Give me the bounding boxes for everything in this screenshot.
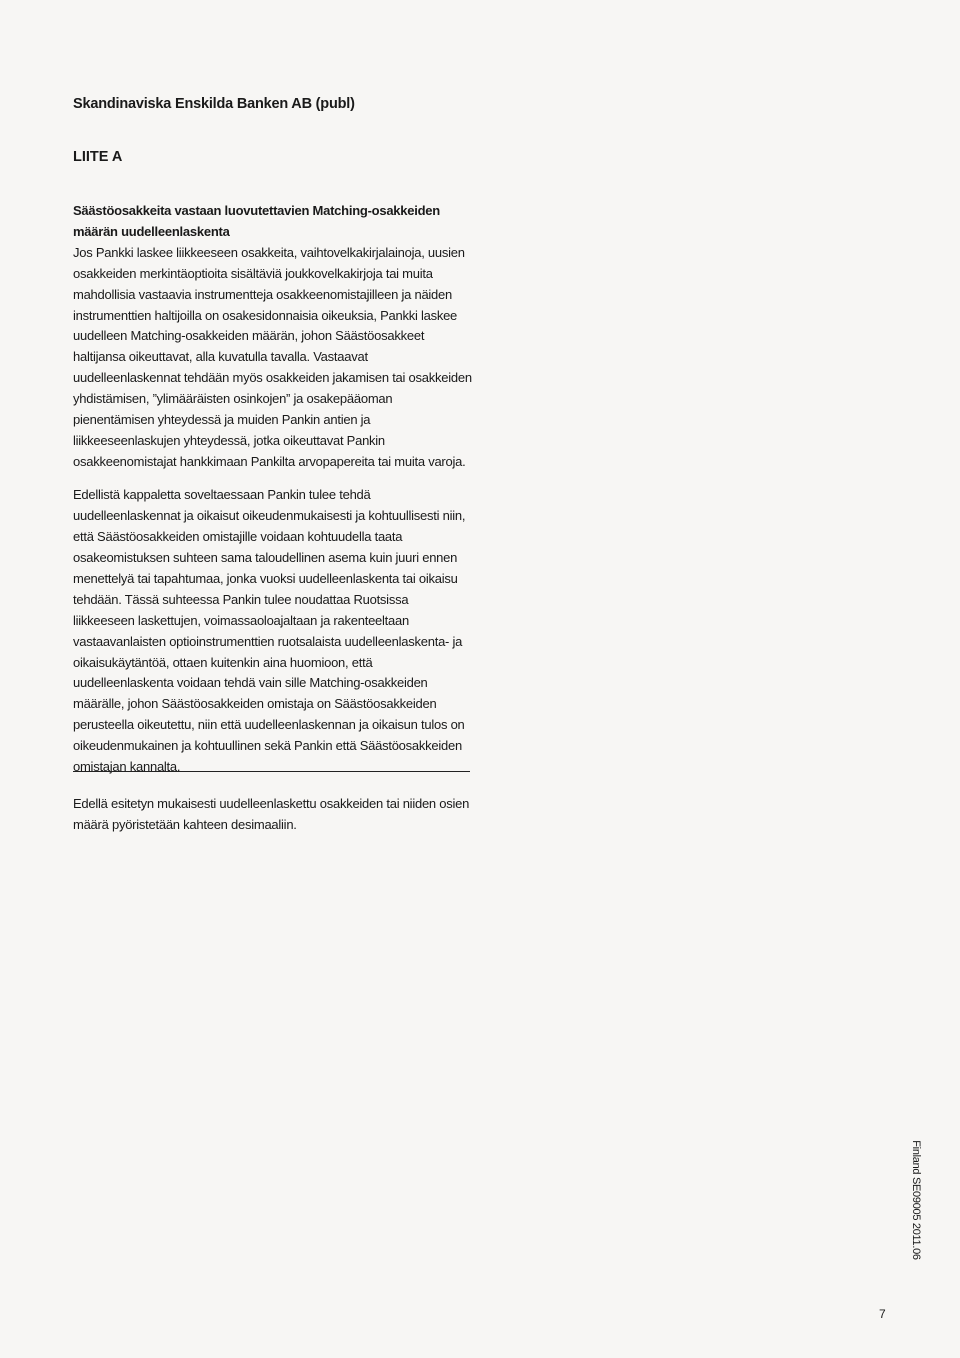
section-heading: Säästöosakkeita vastaan luovutettavien Matching-osakkeiden määrän uudelleenlaskenta — [73, 203, 440, 239]
annex-label: LIITE A — [73, 149, 123, 165]
page-number: 7 — [879, 1307, 886, 1321]
document-code: Finland SE09005 2011.06 — [910, 1140, 922, 1260]
footnote-divider — [73, 771, 470, 772]
paragraph-recalculation: Jos Pankki laskee liikkeeseen osakkeita, vaihtovelkakirjalainoja, uusien osakkeiden merkintäoptioita sisältäviä joukkovelkakirjoja tai muita mahdollisia vastaavia instrumentteja osakkeenomistajilleen ja näiden instrumenttien haltijoilla on osakesidonnaisia oikeuksia, Pankki laskee uudelleen Matching-osakkeiden määrän, johon Säästöosakkeet haltijansa oikeuttavat, alla kuvatulla tavalla. Vastaavat uudelleenlaskennat tehdään myös osakkeiden jakamisen tai osakkeiden yhdistämisen, ”ylimääräisten osinkojen” ja osakepääoman pienentämisen yhteydessä ja muiden Pankin antien ja liikkeeseenlaskujen yhteydessä, jotka oikeuttavat Pankin osakkeenomistajat hankkimaan Pankilta arvopapereita tai muita varoja. — [73, 244, 472, 469]
paragraph-spacer — [73, 473, 473, 486]
footnote-text: Edellä esitetyn mukaisesti uudelleenlaskettu osakkeiden tai niiden osien määrä pyöristetään kahteen desimaaliin. — [73, 796, 470, 832]
paragraph-adjustments: Edellistä kappaletta soveltaessaan Pankin tulee tehdä uudelleenlaskennat ja oikaisut oikeudenmukaisesti ja kohtuullisesti niin, että Säästöosakkeiden omistajille voidaan kohtuudella taata osakeomistuksen suhteen sama taloudellinen asema kuin juuri ennen menettelyä tai tapahtumaa, jonka vuoksi uudelleenlaskenta tai oikaisu tehdään. Tässä suhteessa Pankin tulee noudattaa Ruotsissa liikkeeseen laskettujen, voimassaoloajaltaan ja rakenteeltaan vastaavanlaisten optioinstrumenttien ruotsalaista uudelleenlaskenta- ja oikaisukäytäntöä, ottaen kuitenkin aina huomioon, että uudelleenlaskenta voidaan tehdä vain sille Matching-osakkeiden määrälle, johon Säästöosakkeiden omistaja on Säästöosakkeiden perusteella oikeutettu, niin että uudelleenlaskennan ja oikaisun tulos on oikeudenmukainen ja kohtuullinen sekä Pankin että Säästöosakkeiden omistajan kannalta. — [73, 487, 466, 775]
main-section — [73, 201, 473, 778]
company-name: Skandinaviska Enskilda Banken AB (publ) — [73, 96, 355, 112]
